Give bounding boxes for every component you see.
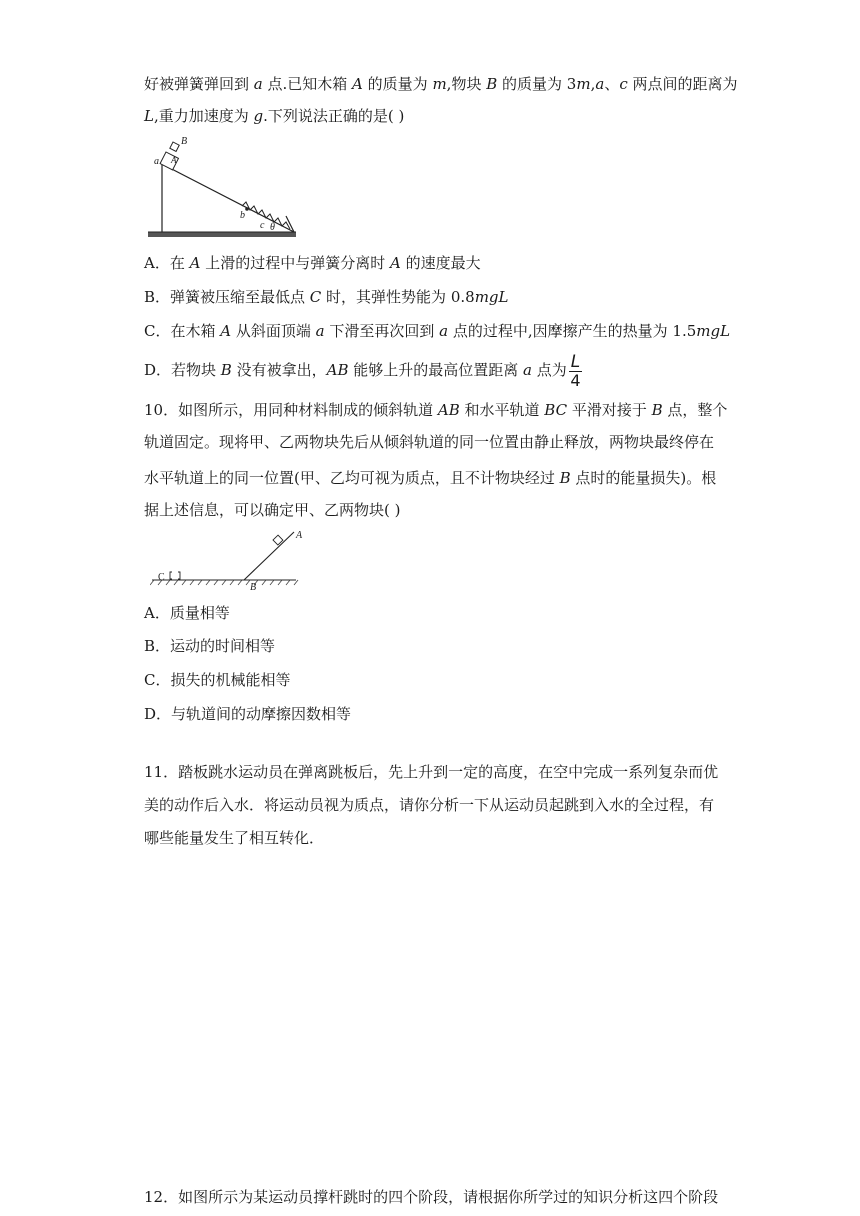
incline-track [244, 532, 294, 580]
q10-stem-line-4: 据上述信息，可以确定甲、乙两物块( ) [144, 501, 401, 519]
q10-option-c[interactable]: C．损失的机械能相等 [144, 671, 291, 689]
q9-option-a[interactable]: A．在 A 上滑的过程中与弹簧分离时 A 的速度最大 [144, 254, 481, 272]
label-a: a [154, 156, 159, 167]
label-B: B [250, 582, 257, 592]
q9-stem-line-1: 好被弹簧弹回到 a 点.已知木箱 A 的质量为 m,物块 B 的质量为 3m,a、c 两点间的距离为 [144, 75, 738, 93]
q9-stem-line-2: L,重力加速度为 g.下列说法正确的是( ) [144, 107, 405, 125]
fraction-l-over-4: $\frac{L}{4}$ [570, 351, 581, 390]
q9-option-d[interactable]: D．若物块 B 没有被拿出，AB 能够上升的最高位置距离 a 点为 $\frac{L}{4}$ [144, 351, 581, 390]
label-theta: θ [270, 222, 275, 233]
q11-stem-line-1: 11．踏板跳水运动员在弹离跳板后，先上升到一定的高度，在空中完成一系列复杂而优 [144, 763, 719, 781]
q10-option-d[interactable]: D．与轨道间的动摩擦因数相等 [144, 705, 352, 723]
ground-hatch-marks [150, 580, 298, 585]
label-C: C [158, 572, 165, 583]
q10-option-a[interactable]: A．质量相等 [144, 604, 230, 622]
label-B: B [181, 136, 188, 147]
q11-stem-line-3: 哪些能量发生了相互转化． [144, 829, 325, 847]
q9-option-b[interactable]: B．弹簧被压缩至最低点 C 时，其弹性势能为 0.8mgL [144, 288, 509, 306]
label-A: A [171, 155, 177, 165]
block-at-c [170, 572, 180, 579]
q10-stem-line-3: 水平轨道上的同一位置(甲、乙均可视为质点，且不计物块经过 B 点时的能量损失)。根 [144, 469, 717, 487]
label-b: b [240, 210, 245, 221]
q9-incline-figure [146, 136, 306, 242]
spring [242, 202, 290, 229]
q12-stem-line-1: 12．如图所示为某运动员撑杆跳时的四个阶段，请根据你所学过的知识分析这四个阶段 [144, 1188, 719, 1206]
q10-stem-line-1: 10．如图所示，用同种材料制成的倾斜轨道 AB 和水平轨道 BC 平滑对接于 B 点，整个 [144, 401, 728, 419]
q10-track-figure [150, 528, 310, 592]
q11-stem-line-2: 美的动作后入水．将运动员视为质点，请你分析一下从运动员起跳到入水的全过程，有 [144, 796, 715, 814]
label-A: A [296, 530, 303, 541]
q10-option-b[interactable]: B．运动的时间相等 [144, 637, 276, 655]
block-b [170, 142, 179, 151]
q10-stem-line-2: 轨道固定。现将甲、乙两物块先后从倾斜轨道的同一位置由静止释放，两物块最终停在 [144, 433, 715, 451]
q9-option-c[interactable]: C．在木箱 A 从斜面顶端 a 下滑至再次回到 a 点的过程中,因摩擦产生的热量为 1.5mgL [144, 322, 731, 340]
point-b-dot [245, 207, 249, 211]
label-c: c [260, 220, 265, 231]
